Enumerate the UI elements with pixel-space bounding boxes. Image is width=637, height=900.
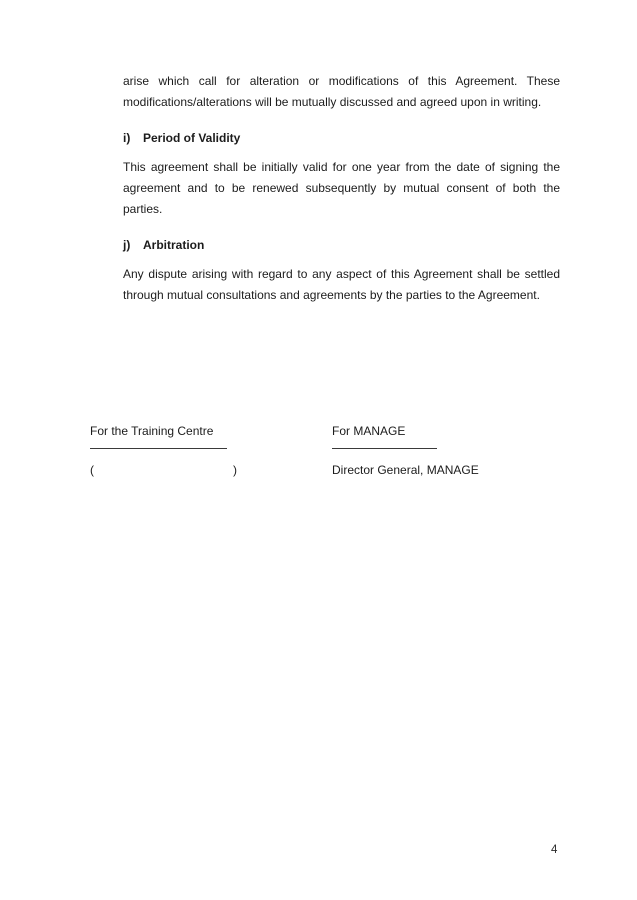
document-body	[123, 71, 560, 306]
section-paragraph-arbitration: Any dispute arising with regard to any aspect of this Agreement shall be settled through mutual consultations and agreements by the parties to the Agreement.	[123, 267, 560, 302]
section-paragraph-period-of-validity: This agreement shall be initially valid for one year from the date of signing the agreement and to be renewed subsequently by mutual consent of both the parties.	[123, 160, 560, 216]
signature-block-manage	[332, 421, 479, 481]
section-title: Period of Validity	[143, 131, 241, 145]
section-title: Arbitration	[143, 238, 205, 252]
close-paren: )	[233, 463, 237, 477]
intro-paragraph: arise which call for alteration or modifications of this Agreement. These modifications/alterations will be mutually discussed and agreed upon in writing.	[123, 74, 560, 109]
signature-block-training-centre	[90, 421, 237, 481]
section-heading-arbitration	[123, 235, 560, 256]
signature-line	[332, 448, 437, 449]
section-heading-period-of-validity	[123, 128, 560, 149]
section-label: j)	[123, 238, 131, 252]
page-number: 4	[551, 844, 558, 856]
signature-name-parens	[90, 460, 237, 481]
signature-line	[90, 448, 227, 449]
section-label: i)	[123, 131, 131, 145]
signature-heading: For MANAGE	[332, 424, 406, 438]
signature-heading: For the Training Centre	[90, 424, 214, 438]
open-paren: (	[90, 463, 94, 477]
signatory-title: Director General, MANAGE	[332, 463, 479, 477]
